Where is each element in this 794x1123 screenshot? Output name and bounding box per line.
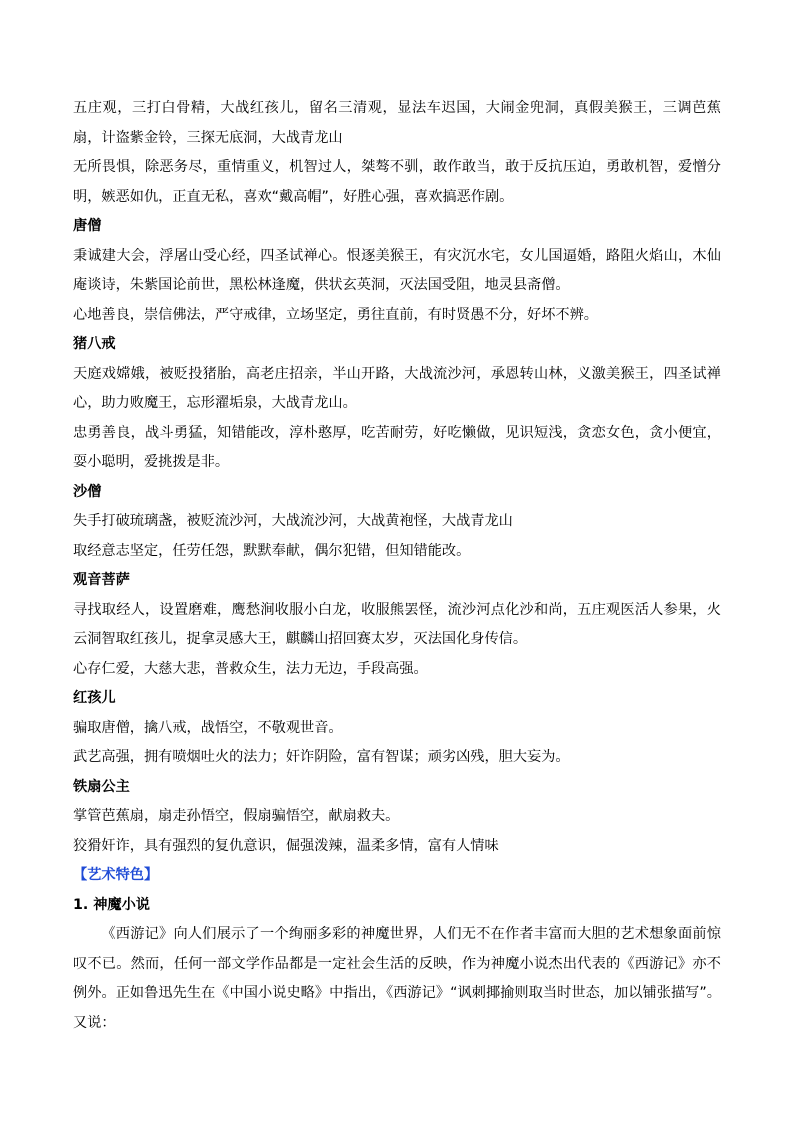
events-tieshan-gongzhu: 掌管芭蕉扇，扇走孙悟空，假扇骗悟空，献扇救夫。 bbox=[73, 808, 400, 824]
document-page bbox=[73, 94, 721, 1038]
events-sha-seng: 失手打破琉璃盏，被贬流沙河，大战流沙河，大战黄袍怪，大战青龙山 bbox=[73, 513, 513, 529]
traits-sun-wukong: 无所畏惧，除恶务尽，重情重义，机智过人，桀骜不驯，敢作敢当，敢于反抗压迫，勇敢机智，爱憎分明，嫉恶如仇，正直无私，喜欢“戴高帽”，好胜心强，喜欢搞恶作剧。 bbox=[73, 159, 721, 205]
section-heading-art-features: 【艺术特色】 bbox=[73, 867, 159, 883]
heading-sha-seng: 沙僧 bbox=[73, 483, 102, 500]
traits-guanyin: 心存仁爱，大慈大悲，普救众生，法力无边，手段高强。 bbox=[73, 660, 428, 677]
body-paragraph-shenmo-novel: 《西游记》向人们展示了一个绚丽多彩的神魔世界，人们无不在作者丰富而大胆的艺术想象面前惊叹不已。然而，任何一部文学作品都是一定社会生活的反映，作为神魔小说杰出代表的《西游记》亦不例外。正如鲁迅先生在《中国小说史略》中指出，《西游记》“讽刺揶揄则取当时世态，加以铺张描写”。又说： bbox=[73, 926, 721, 1031]
heading-tieshan-gongzhu: 铁扇公主 bbox=[73, 778, 130, 795]
events-sun-wukong: 五庄观，三打白骨精，大战红孩儿，留名三清观，显法车迟国，大闹金兜洞，真假美猴王，三调芭蕉扇，计盗紫金铃，三探无底洞，大战青龙山 bbox=[73, 100, 721, 146]
traits-zhu-bajie: 忠勇善良，战斗勇猛，知错能改，淳朴憨厚，吃苦耐劳，好吃懒做，见识短浅，贪恋女色，贪小便宜，耍小聪明，爱挑拨是非。 bbox=[73, 424, 721, 470]
events-guanyin: 寻找取经人，设置磨难，鹰愁涧收服小白龙，收服熊罢怪，流沙河点化沙和尚，五庄观医活人参果，火云洞智取红孩儿，捉拿灵感大王，麒麟山招回赛太岁，灭法国化身传信。 bbox=[73, 601, 721, 647]
heading-tang-seng: 唐僧 bbox=[73, 218, 102, 234]
subheading-shenmo-novel: 1. 神魔小说 bbox=[73, 896, 150, 913]
traits-tang-seng: 心地善良，崇信佛法，严守戒律，立场坚定，勇往直前，有时贤愚不分，好坏不辨。 bbox=[73, 306, 598, 323]
heading-zhu-bajie: 猪八戒 bbox=[73, 336, 116, 352]
heading-hong-haier: 红孩儿 bbox=[73, 690, 116, 706]
traits-tieshan-gongzhu: 狡猾奸诈，具有强烈的复仇意识，倔强泼辣，温柔多情，富有人情味 bbox=[73, 837, 499, 854]
events-hong-haier: 骗取唐僧，擒八戒，战悟空，不敬观世音。 bbox=[73, 719, 343, 736]
heading-guanyin: 观音菩萨 bbox=[73, 572, 130, 588]
events-zhu-bajie: 天庭戏嫦娥，被贬投猪胎，高老庄招亲，半山开路，大战流沙河，承恩转山林，义激美猴王，四圣试禅心，助力败魔王，忘形濯垢泉，大战青龙山。 bbox=[73, 365, 721, 411]
events-tang-seng: 秉诚建大会，浮屠山受心经，四圣试禅心。恨逐美猴王，有灾沉水宅，女儿国逼婚，路阻火焰山，木仙庵谈诗，朱紫国论前世，黑松林逢魔，供状玄英洞，灭法国受阻，地灵县斋僧。 bbox=[73, 247, 721, 293]
traits-hong-haier: 武艺高强，拥有喷烟吐火的法力；奸诈阴险，富有智谋；顽劣凶残，胆大妄为。 bbox=[73, 749, 570, 765]
traits-sha-seng: 取经意志坚定，任劳任怨，默默奉献，偶尔犯错，但知错能改。 bbox=[73, 542, 471, 559]
